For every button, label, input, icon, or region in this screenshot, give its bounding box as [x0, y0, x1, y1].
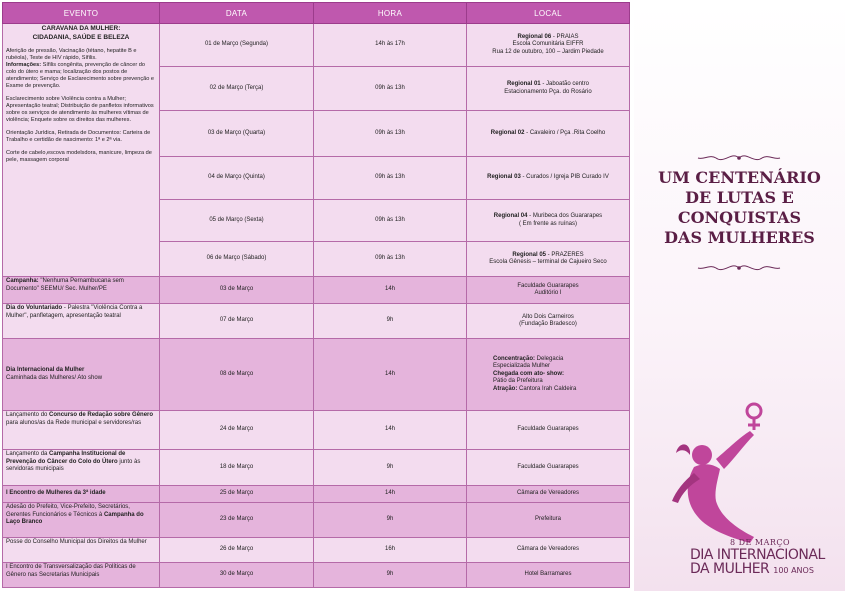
date-cell: 30 de Março: [160, 563, 314, 588]
schedule-table-wrapper: [2, 2, 629, 591]
local-cell: [467, 157, 630, 200]
title-line-2: DE LUTAS E: [685, 188, 794, 207]
event-bold: Campanha:: [6, 278, 39, 284]
caravana-p3: Esclarecimento sobre Violência contra a Mulher; Apresentação teatral; Distribuição de panfletos informativos sobre os serviços de atendimento às mulheres vítimas de violência; Enquete sobre os direitos das mulheres.: [6, 96, 154, 124]
event-pre: Lançamento da: [6, 451, 50, 457]
table-row: [3, 538, 630, 563]
brand-years: 100 ANOS: [773, 566, 814, 575]
local-bold: Regional 02: [490, 129, 525, 136]
local-cell: Câmara de Vereadores: [467, 538, 630, 563]
event-text: Caminhada das Mulheres/ Ato show: [6, 374, 103, 381]
hour-cell: 09h às 13h: [314, 157, 467, 200]
hour-cell: 9h: [314, 563, 467, 588]
hour-cell: 14h: [314, 486, 467, 503]
caravana-p2: Sífilis congênita, prevenção de câncer do colo do útero e mama; localização dos postos de atendimento; Serviço de Esclarecimento sobre prevenção e Exame de prevenção.: [6, 62, 155, 90]
event-pre: Lançamento do: [6, 412, 50, 418]
hour-cell: 9h: [314, 450, 467, 486]
table-row: [3, 339, 630, 411]
local-line2: Especializada Mulher: [493, 363, 551, 370]
panel-title: [634, 168, 845, 248]
table-row: [3, 450, 630, 486]
local-cell: Prefeitura: [467, 503, 630, 538]
local-bold-line5: Atração:: [493, 385, 518, 392]
date-cell: 06 de Março (Sábado): [160, 242, 314, 277]
local-line2: (Fundação Bradesco): [519, 321, 577, 327]
local-bold: Regional 05: [512, 251, 546, 258]
event-cell: I Encontro de Transversalização das Políticas de Gênero nas Secretarias Municipais: [3, 563, 160, 588]
header-hora: HORA: [314, 3, 467, 24]
hour-cell: 9h: [314, 503, 467, 538]
local-cell: Hotel Barramares: [467, 563, 630, 588]
caravana-p2-label: Informações:: [6, 62, 42, 69]
event-text: junto às servidoras municipais: [6, 458, 141, 472]
hour-cell: 09h às 13h: [314, 111, 467, 157]
local-line1: Alto Dois Carneiros: [522, 313, 574, 320]
local-text: - Muribeca dos Guararapes: [527, 213, 603, 219]
table-row: [3, 304, 630, 339]
table-row: [3, 486, 630, 503]
local-cell: Câmara de Vereadores: [467, 486, 630, 503]
hour-cell: 14h: [314, 277, 467, 304]
local-bold: Regional 01: [506, 81, 541, 87]
date-cell: 25 de Março: [160, 486, 314, 503]
event-bold: Concurso de Redação sobre Gênero: [49, 412, 154, 418]
local-line2: Estacionamento Pça. do Rosário: [504, 88, 592, 95]
event-cell: Posse do Conselho Municipal dos Direitos da Mulher: [3, 538, 160, 563]
hour-cell: 14h: [314, 411, 467, 450]
hour-cell: 14h às 17h: [314, 24, 467, 67]
brand-line1: DIA INTERNACIONAL: [690, 547, 825, 563]
hour-cell: 9h: [314, 304, 467, 339]
date-cell: 23 de Março: [160, 503, 314, 538]
table-header-row: [3, 3, 630, 24]
header-data: DATA: [160, 3, 314, 24]
brand-line2: DA MULHER: [690, 561, 770, 577]
caravana-p1: Aferição de pressão, Vacinação (tétano, hepatite B e rubéola), Teste de HIV rápido, Sífilis.: [6, 48, 137, 62]
event-cell: [3, 339, 160, 411]
local-cell: [467, 111, 630, 157]
local-cell: [467, 277, 630, 304]
event-bold: Campanha do Laço Branco: [6, 511, 144, 525]
header-evento: EVENTO: [3, 3, 160, 24]
date-cell: 05 de Março (Sexta): [160, 200, 314, 242]
local-line2: Escola Gênesis – terminal de Cajueiro Seco: [489, 259, 607, 265]
date-cell: 24 de Março: [160, 411, 314, 450]
event-cell: [3, 304, 160, 339]
event-text: Adesão do Prefeito, Vice-Prefeito, Secretários, Gerentes Funcionários e Técnicos à: [6, 504, 130, 518]
local-text: - PRAZERES: [546, 251, 584, 258]
cover-panel: [634, 2, 845, 591]
date-cell: 03 de Março (Quarta): [160, 111, 314, 157]
local-bold: Concentração:: [493, 355, 536, 362]
hour-cell: 09h às 13h: [314, 67, 467, 111]
local-line5: Cantora Irah Caldeira: [517, 385, 577, 392]
ornament-top-icon: [694, 150, 784, 166]
table-row: [3, 24, 630, 67]
local-text: Delegacia: [535, 355, 564, 362]
local-line3: Rua 12 de outubro, 100 – Jardim Piedade: [492, 48, 604, 55]
hour-cell: 14h: [314, 339, 467, 411]
local-cell: [467, 67, 630, 111]
local-cell: Faculdade Guararapes: [467, 411, 630, 450]
event-cell: [3, 411, 160, 450]
table-row: [3, 503, 630, 538]
caravana-title: CARAVANA DA MULHER:: [41, 25, 121, 32]
caravana-text: [6, 48, 156, 90]
caravana-subtitle: CIDADANIA, SAÚDE E BELEZA: [32, 34, 130, 42]
date-cell: 04 de Março (Quinta): [160, 157, 314, 200]
caravana-event-cell: [3, 24, 160, 277]
header-local: LOCAL: [467, 3, 630, 24]
event-bold: Dia do Voluntariado: [6, 305, 63, 311]
local-cell: [467, 24, 630, 67]
local-cell: Faculdade Guararapes: [467, 450, 630, 486]
date-cell: 07 de Março: [160, 304, 314, 339]
woman-figure-icon: [654, 397, 774, 547]
title-line-4: DAS MULHERES: [664, 228, 815, 247]
hour-cell: 09h às 13h: [314, 242, 467, 277]
date-cell: 26 de Março: [160, 538, 314, 563]
caravana-p4: Orientação Jurídica, Retirada de Documentos: Carteira de Trabalho e certidão de nascimento: 1ª e 2ª via.: [6, 130, 151, 144]
local-bold: Regional 06: [517, 33, 552, 40]
date-cell: 03 de Março: [160, 277, 314, 304]
event-cell: [3, 277, 160, 304]
ornament-bottom-icon: [694, 260, 784, 276]
local-cell: [467, 200, 630, 242]
local-cell: [467, 339, 630, 411]
event-bold: I Encontro de Mulheres da 3ª idade: [6, 490, 106, 497]
local-cell: [467, 242, 630, 277]
date-cell: 18 de Março: [160, 450, 314, 486]
date-cell: 08 de Março: [160, 339, 314, 411]
hour-cell: 09h às 13h: [314, 200, 467, 242]
event-cell: [3, 450, 160, 486]
event-text: para alunos/as da Rede municipal e servidores/ras: [6, 419, 142, 426]
event-bold: Campanha Institucional de Prevenção do Câncer do Colo do Útero: [6, 451, 126, 465]
local-bold: Regional 04: [493, 213, 528, 219]
local-text: - PRAIAS: [551, 33, 579, 40]
local-text: - Jaboatão centro: [540, 81, 590, 87]
date-cell: 02 de Março (Terça): [160, 67, 314, 111]
local-line2: ( Em frente as ruínas): [518, 220, 578, 227]
title-line-1: UM CENTENÁRIO: [658, 168, 821, 187]
local-line2: Escola Comunitária EIFFR: [512, 41, 584, 48]
local-bold-line3: Chegada com ato- show:: [493, 370, 565, 377]
event-bold: Dia Internacional da Mulher: [6, 367, 85, 373]
schedule-table: [2, 2, 630, 588]
date-label: 8 DE MARÇO: [730, 538, 791, 547]
local-line2: Auditório I: [534, 290, 562, 296]
local-text: - Cavaleiro / Pça .Rita Coelho: [524, 129, 606, 136]
hour-cell: 16h: [314, 538, 467, 563]
local-bold: Regional 03: [487, 174, 521, 181]
local-cell: [467, 304, 630, 339]
caravana-p5: Corte de cabelo,escova modelsdora, manicure, limpeza de pele, massagem corporal: [6, 150, 152, 164]
title-line-3: CONQUISTAS: [677, 208, 802, 227]
table-row: [3, 411, 630, 450]
event-text: "Nenhuma Pernambucana sem Documento" SEEMU/ Sec. Mulher/PE: [6, 278, 124, 292]
event-text: - Palestra "Violência Contra a Mulher", panfletagem, apresentação teatral: [6, 305, 143, 319]
brand-logo: [690, 548, 825, 578]
table-row: [3, 563, 630, 588]
date-cell: 01 de Março (Segunda): [160, 24, 314, 67]
local-line1: Faculdade Guararapes: [517, 282, 579, 289]
local-text: - Curados / Igreja PIB Curado IV: [520, 174, 609, 181]
table-row: [3, 277, 630, 304]
local-line4: Pátio da Prefeitura: [493, 378, 543, 385]
event-cell: [3, 486, 160, 503]
event-cell: [3, 503, 160, 538]
